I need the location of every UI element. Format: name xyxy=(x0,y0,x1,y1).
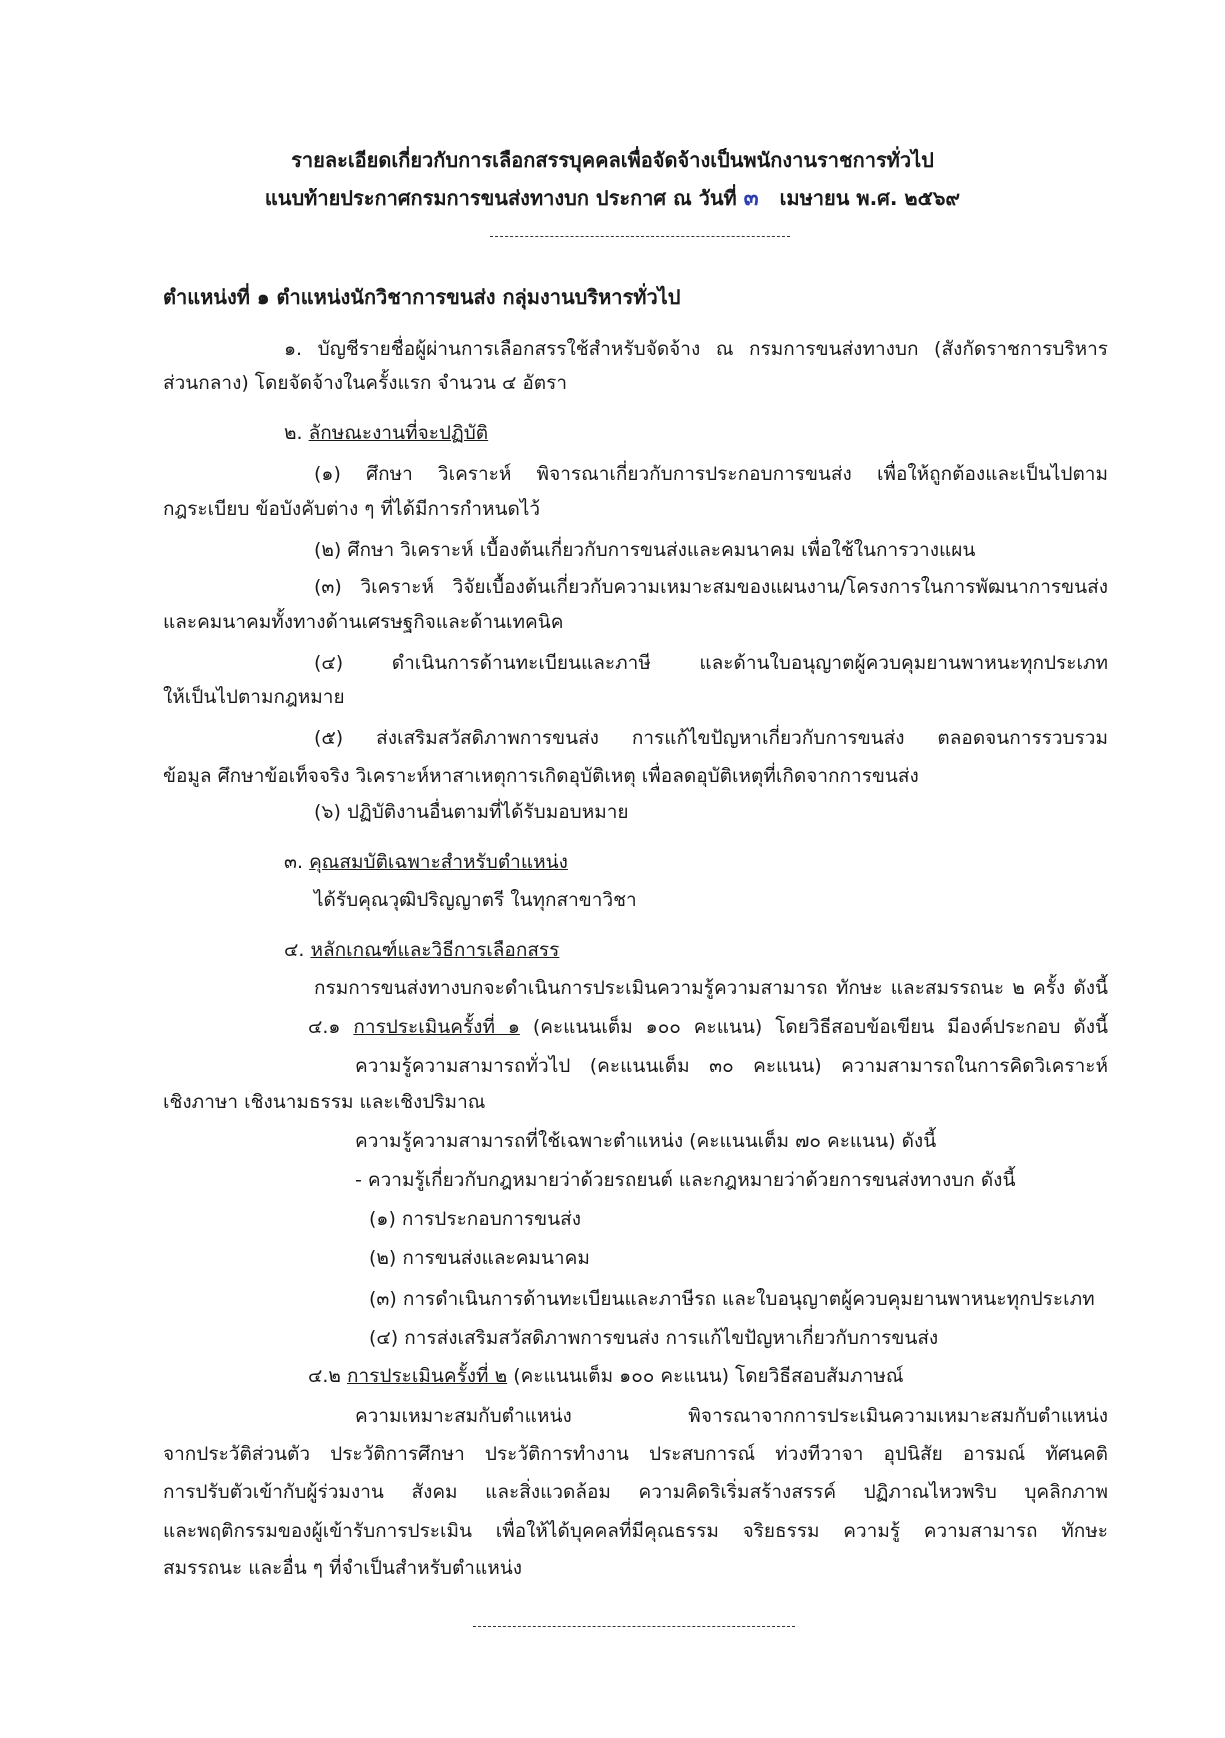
round1-num: ๔.๑ xyxy=(308,1016,341,1038)
general-knowledge-b: เชิงภาษา เชิงนามธรรม และเชิงปริมาณ xyxy=(163,1091,486,1113)
s2-duty5a: (๕) ส่งเสริมสวัสดิภาพการขนส่ง การแก้ไขปัญหาเกี่ยวกับการขนส่ง ตลอดจนการรวบรวม xyxy=(314,727,1108,749)
divider-bottom xyxy=(473,1626,795,1627)
topic-4: (๔) การส่งเสริมสวัสดิภาพการขนส่ง การแก้ไขปัญหาเกี่ยวกับการขนส่ง xyxy=(369,1327,939,1349)
s4-title: หลักเกณฑ์และวิธีการเลือกสรร xyxy=(310,939,560,961)
divider-top xyxy=(490,236,790,237)
position-heading: ตำแหน่งที่ ๑ ตำแหน่งนักวิชาการขนส่ง กลุ่มงานบริหารทั่วไป xyxy=(163,285,681,309)
round2-text: (คะแนนเต็ม ๑๐๐ คะแนน) โดยวิธีสอบสัมภาษณ์ xyxy=(513,1365,904,1387)
s4-heading xyxy=(284,937,559,963)
s4-intro: กรมการขนส่งทางบกจะดำเนินการประเมินความรู้ความสามารถ ทักษะ และสมรรถนะ ๒ ครั้ง ดังนี้ xyxy=(314,977,1108,999)
s2-duty3b: และคมนาคมทั้งทางด้านเศรษฐกิจและด้านเทคนิค xyxy=(163,611,564,633)
s2-duty4b: ให้เป็นไปตามกฎหมาย xyxy=(163,686,345,708)
s2-duty1a: (๑) ศึกษา วิเคราะห์ พิจารณาเกี่ยวกับการประกอบการขนส่ง เพื่อให้ถูกต้องและเป็นไปตาม xyxy=(314,463,1108,485)
s2-heading xyxy=(284,420,488,446)
document-title-line1: รายละเอียดเกี่ยวกับการเลือกสรรบุคคลเพื่อจัดจ้างเป็นพนักงานราชการทั่วไป xyxy=(291,148,934,172)
s3-num: ๓. xyxy=(284,851,304,873)
round1-text: (คะแนนเต็ม ๑๐๐ คะแนน) โดยวิธีสอบข้อเขียน มีองค์ประกอบ ดังนี้ xyxy=(532,1016,1108,1038)
s2-duty3a: (๓) วิเคราะห์ วิจัยเบื้องต้นเกี่ยวกับความเหมาะสมของแผนงาน/โครงการในการพัฒนาการขนส่ง xyxy=(314,576,1108,598)
interview-p5: สมรรถนะ และอื่น ๆ ที่จำเป็นสำหรับตำแหน่ง xyxy=(163,1557,523,1579)
s2-duty6: (๖) ปฏิบัติงานอื่นตามที่ได้รับมอบหมาย xyxy=(314,801,629,823)
s1-line2: ส่วนกลาง) โดยจัดจ้างในครั้งแรก จำนวน ๔ อัตรา xyxy=(163,372,568,394)
interview-p4: และพฤติกรรมของผู้เข้ารับการประเมิน เพื่อให้ได้บุคคลที่มีคุณธรรม จริยธรรม ความรู้ ความสามารถ ทักษะ xyxy=(163,1520,1108,1542)
topic-1: (๑) การประกอบการขนส่ง xyxy=(369,1208,581,1230)
title-suffix: เมษายน พ.ศ. ๒๕๖๙ xyxy=(779,186,961,210)
s1-line1: ๑. บัญชีรายชื่อผู้ผ่านการเลือกสรรใช้สำหรับจัดจ้าง ณ กรมการขนส่งทางบก (สังกัดราชการบริหาร xyxy=(284,338,1108,360)
s4-round2 xyxy=(308,1363,904,1389)
topic-2: (๒) การขนส่งและคมนาคม xyxy=(369,1247,590,1269)
document-title-line2 xyxy=(0,185,1225,212)
interview-p2: จากประวัติส่วนตัว ประวัติการศึกษา ประวัติการทำงาน ประสบการณ์ ท่วงทีวาจา อุปนิสัย อารมณ์ ทัศนคติ xyxy=(163,1443,1108,1465)
s4-round1 xyxy=(308,1014,1108,1040)
s2-num: ๒. xyxy=(284,422,303,444)
s2-duty2: (๒) ศึกษา วิเคราะห์ เบื้องต้นเกี่ยวกับการขนส่งและคมนาคม เพื่อใช้ในการวางแผน xyxy=(314,539,976,561)
s2-duty5b: ข้อมูล ศึกษาข้อเท็จจริง วิเคราะห์หาสาเหตุการเกิดอุบัติเหตุ เพื่อลดอุบัติเหตุที่เกิดจากการขนส่ง xyxy=(163,765,919,787)
round1-title: การประเมินครั้งที่ ๑ xyxy=(353,1016,520,1038)
handwritten-day: ๓ xyxy=(743,186,759,211)
topic-3: (๓) การดำเนินการด้านทะเบียนและภาษีรถ และใบอนุญาตผู้ควบคุมยานพาหนะทุกประเภท xyxy=(369,1288,1095,1310)
s2-title: ลักษณะงานที่จะปฏิบัติ xyxy=(308,422,489,444)
round2-title: การประเมินครั้งที่ ๒ xyxy=(347,1365,508,1387)
interview-p3: การปรับตัวเข้ากับผู้ร่วมงาน สังคม และสิ่งแวดล้อม ความคิดริเริ่มสร้างสรรค์ ปฏิภาณไหวพริบ บุคลิกภาพ xyxy=(163,1481,1108,1503)
law-knowledge: - ความรู้เกี่ยวกับกฎหมายว่าด้วยรถยนต์ และกฎหมายว่าด้วยการขนส่งทางบก ดังนี้ xyxy=(355,1169,1016,1191)
specific-knowledge: ความรู้ความสามารถที่ใช้เฉพาะตำแหน่ง (คะแนนเต็ม ๗๐ คะแนน) ดังนี้ xyxy=(355,1130,937,1152)
s3-title: คุณสมบัติเฉพาะสำหรับตำแหน่ง xyxy=(309,851,568,873)
s2-duty4a: (๔) ดำเนินการด้านทะเบียนและภาษี และด้านใบอนุญาตผู้ควบคุมยานพาหนะทุกประเภท xyxy=(314,652,1108,674)
general-knowledge-a: ความรู้ความสามารถทั่วไป (คะแนนเต็ม ๓๐ คะแนน) ความสามารถในการคิดวิเคราะห์ xyxy=(355,1055,1108,1077)
round2-num: ๔.๒ xyxy=(308,1365,341,1387)
s3-heading xyxy=(284,849,568,875)
interview-p1: ความเหมาะสมกับตำแหน่ง พิจารณาจากการประเมินความเหมาะสมกับตำแหน่ง xyxy=(355,1405,1108,1427)
s4-num: ๔. xyxy=(284,939,305,961)
title-prefix: แนบท้ายประกาศกรมการขนส่งทางบก ประกาศ ณ วันที่ xyxy=(264,186,737,210)
s2-duty1b: กฎระเบียบ ข้อบังคับต่าง ๆ ที่ได้มีการกำหนดไว้ xyxy=(163,498,541,520)
s3-text: ได้รับคุณวุฒิปริญญาตรี ในทุกสาขาวิชา xyxy=(314,889,637,911)
